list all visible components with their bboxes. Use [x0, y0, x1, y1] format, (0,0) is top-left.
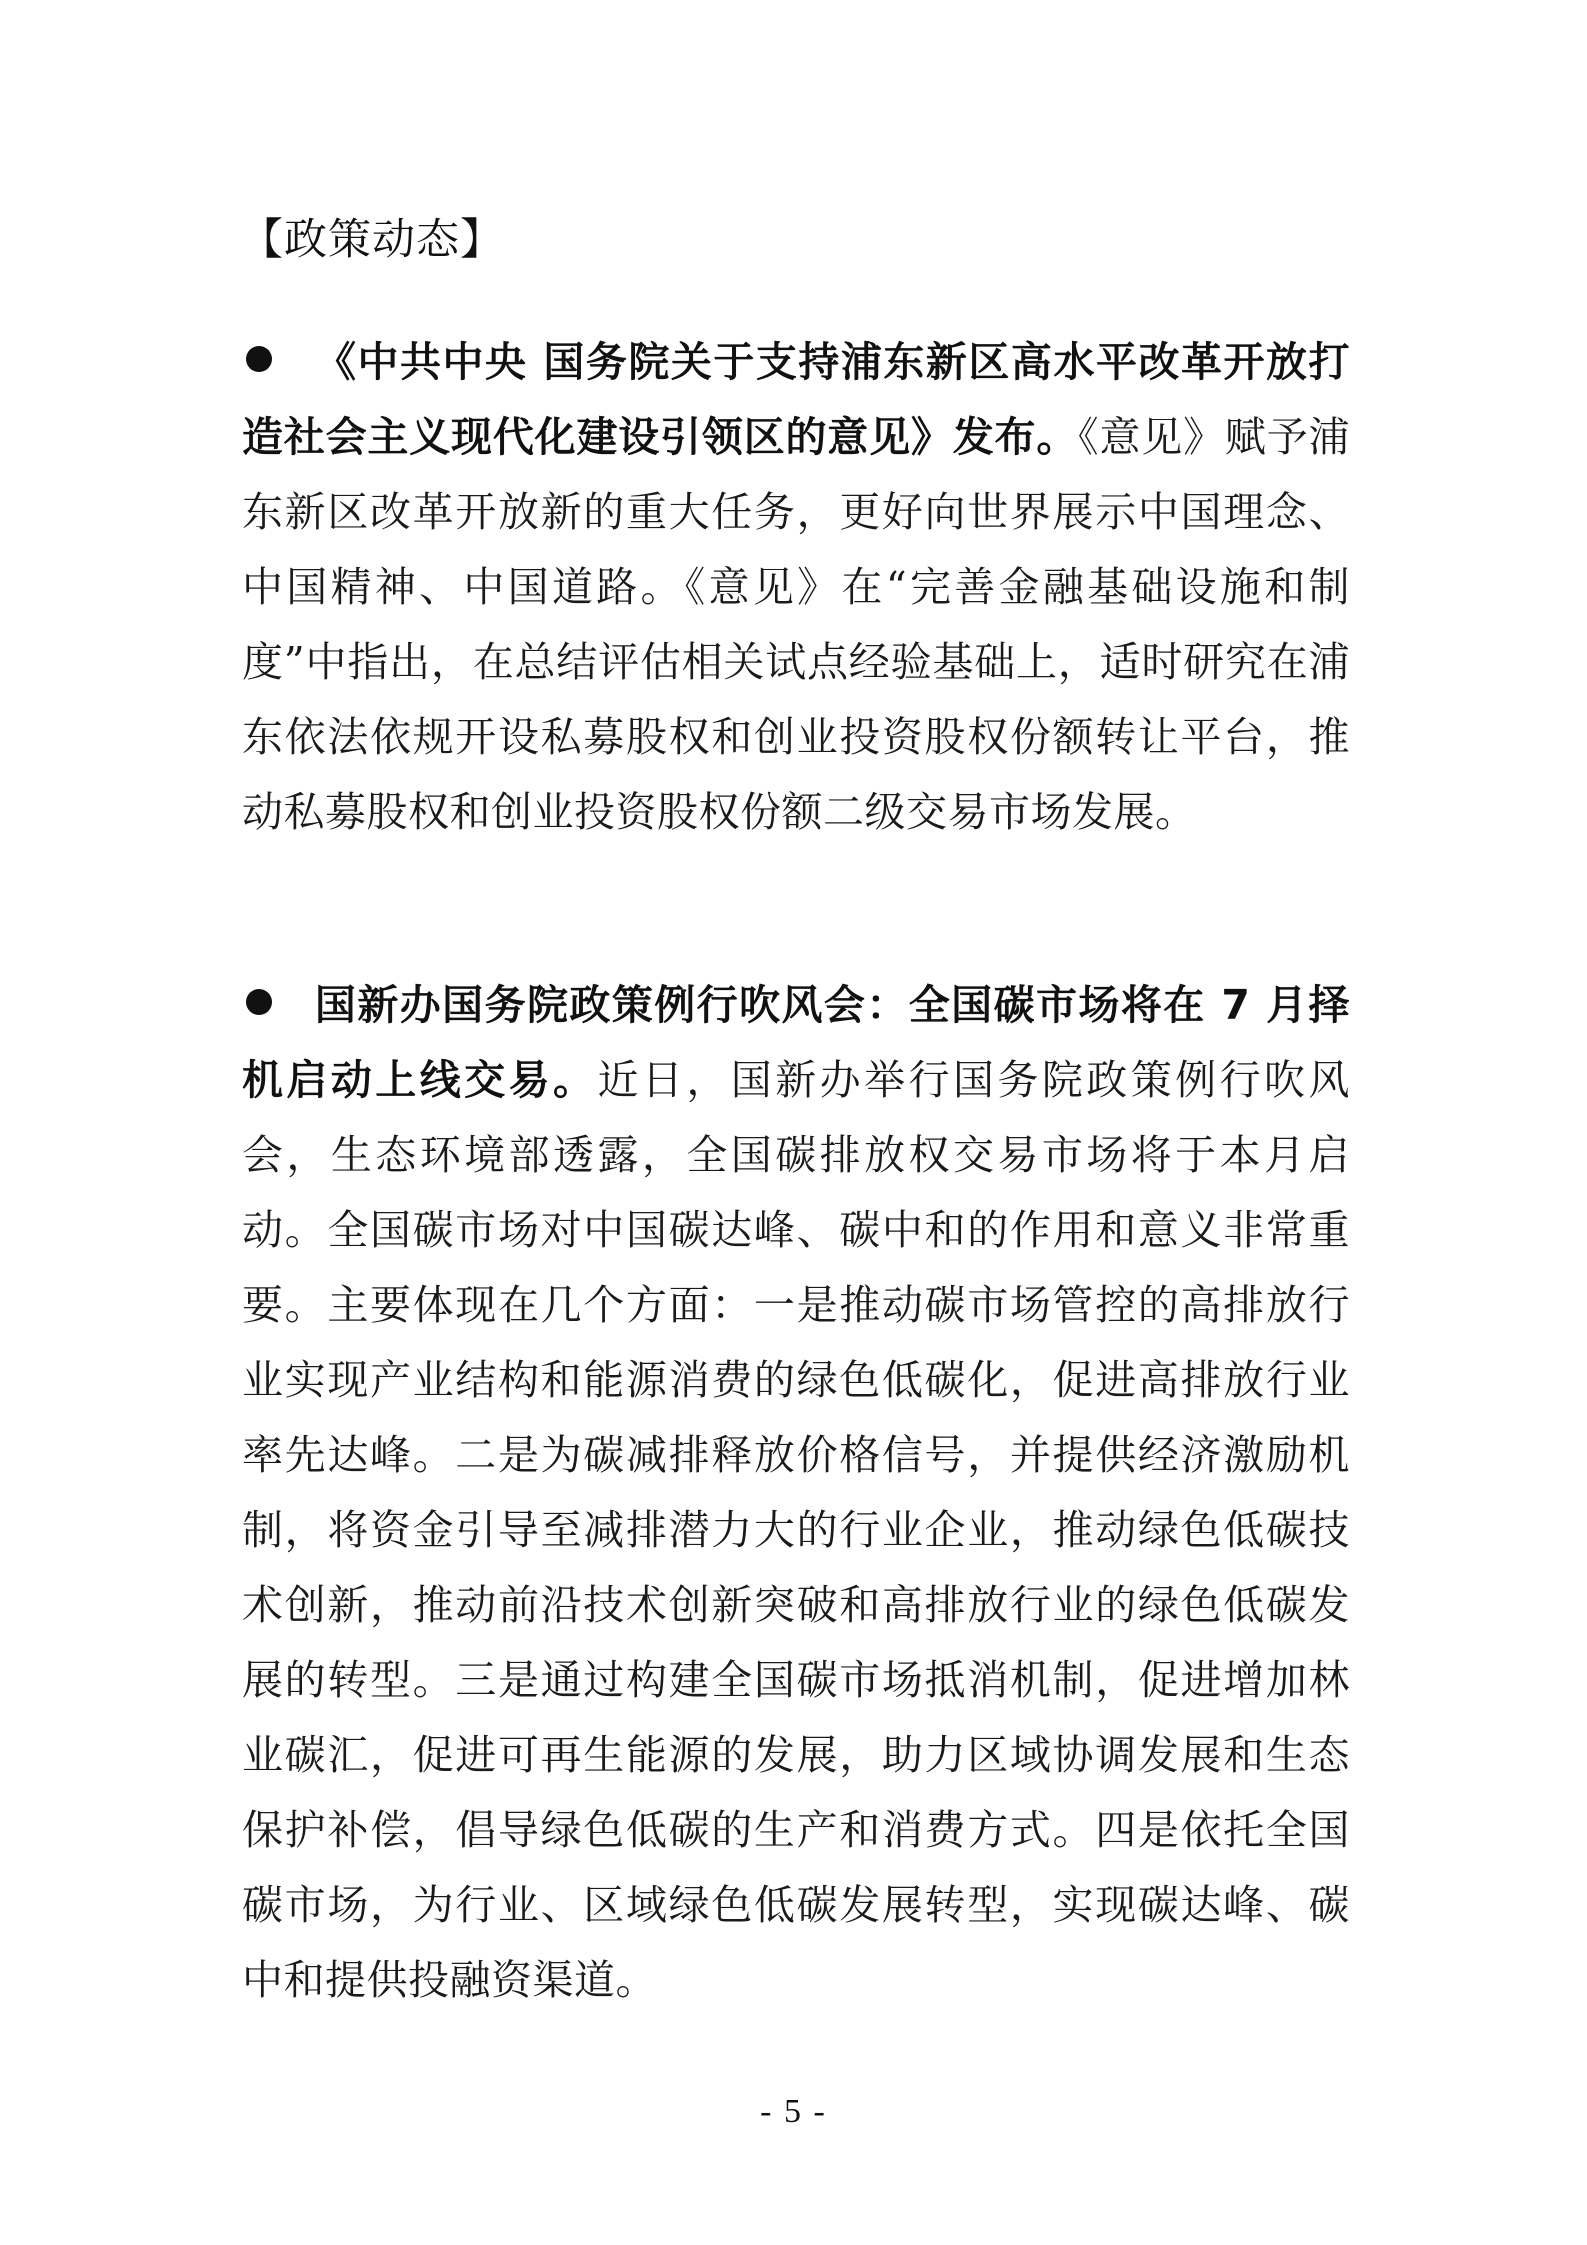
bullet-icon	[246, 989, 272, 1015]
news-item-headline: 《中共中央 国务院关于支持浦东新区高水平改革开放打造社会主义现代化建设引领区的意见》发布。	[242, 338, 1350, 461]
news-item	[242, 968, 1350, 2018]
bullet-icon	[246, 346, 272, 372]
news-item-headline: 国新办国务院政策例行吹风会：全国碳市场将在 7 月择机启动上线交易。	[242, 981, 1350, 1104]
section-heading: 【政策动态】	[240, 215, 504, 265]
news-item	[242, 325, 1350, 850]
page-number: - 5 -	[760, 2093, 827, 2130]
news-item-body: 《意见》赋予浦东新区改革开放新的重大任务，更好向世界展示中国理念、中国精神、中国道路。《意见》在“完善金融基础设施和制度”中指出，在总结评估相关试点经验基础上，适时研究在浦东依法依规开设私募股权和创业投资股权份额转让平台，推动私募股权和创业投资股权份额二级交易市场发展。	[242, 413, 1351, 836]
news-item-body: 近日，国新办举行国务院政策例行吹风会，生态环境部透露，全国碳排放权交易市场将于本月启动。全国碳市场对中国碳达峰、碳中和的作用和意义非常重要。主要体现在几个方面：一是推动碳市场管控的高排放行业实现产业结构和能源消费的绿色低碳化，促进高排放行业率先达峰。二是为碳减排释放价格信号，并提供经济激励机制，将资金引导至减排潜力大的行业企业，推动绿色低碳技术创新，推动前沿技术创新突破和高排放行业的绿色低碳发展的转型。三是通过构建全国碳市场抵消机制，促进增加林业碳汇，促进可再生能源的发展，助力区域协调发展和生态保护补偿，倡导绿色低碳的生产和消费方式。四是依托全国碳市场，为行业、区域绿色低碳发展转型，实现碳达峰、碳中和提供投融资渠道。	[242, 1056, 1350, 2004]
